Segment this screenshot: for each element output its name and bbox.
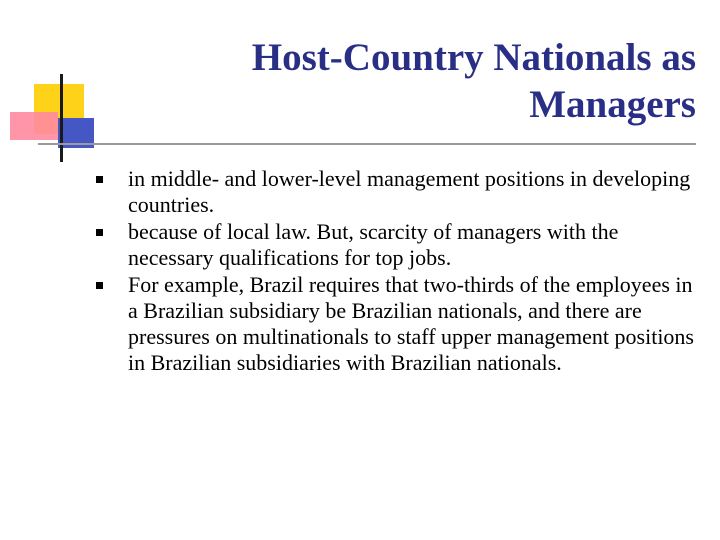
list-item [94,166,704,218]
bullet-text: in middle- and lower-level management positions in developing countries. [128,166,691,217]
bullet-text: For example, Brazil requires that two-thirds of the employees in a Brazilian subsidiary be Brazilian nationals, and there are pressures on multinationals to staff upper management positions in Brazilian subsidiaries with Brazilian nationals. [128,272,694,375]
title-divider [38,143,696,145]
logo-vertical-line [60,74,63,162]
list-item [94,272,704,376]
square-bullet-icon [96,282,103,289]
square-bullet-icon [96,176,103,183]
bullet-list [94,166,704,377]
logo-red-block [10,112,58,140]
list-item [94,219,704,271]
square-bullet-icon [96,229,103,236]
slide-title: Host-Country Nationals as Managers [251,36,696,126]
bullet-text: because of local law. But, scarcity of managers with the necessary qualifications for top jobs. [128,219,619,270]
